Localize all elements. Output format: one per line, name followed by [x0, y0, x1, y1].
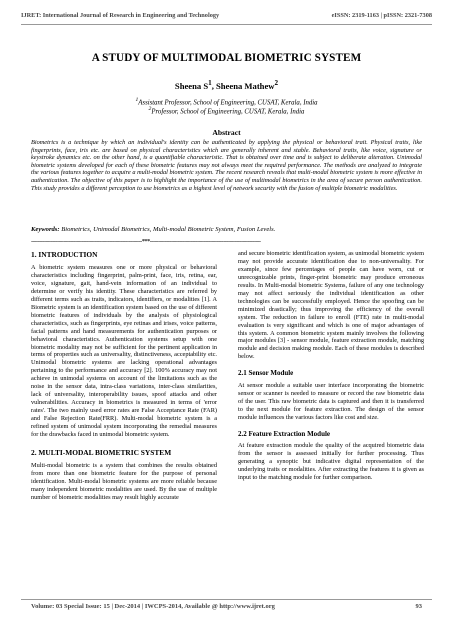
author-1-sup: 1 [208, 79, 212, 87]
footer-rule [21, 599, 432, 600]
paragraph: and secure biometric identification system, as unimodal biometric system may not provide accurate identification due to non-universality. For example, since few percentages of people can have worn, cut or unrecognizable prints, finger-print biometric may produce erroneous results. In Multi-modal biometric Systems, failure of any one technology may not affect seriously the individual identification as other technologies can be successfully employed. Hence the spoofing can be minimized drastically; thus improving the efficiency of the overall system. The reduction in failure to enroll (FTE) rate in multi-modal evaluation is very significant and which is one of major advantages of this system. A common biometric system mainly involves the following major modules [3] - sensor module, feature extraction module, matching module and decision making module. Each of these modules is described below. [238, 250, 424, 361]
running-footer [31, 603, 422, 610]
author-line [0, 79, 453, 91]
affiliation-1-text: Assistant Professor, School of Engineering, CUSAT, Kerala, India [138, 99, 318, 107]
author-separator: , [211, 80, 216, 91]
keywords [31, 226, 422, 233]
section-heading: 1. INTRODUCTION [31, 250, 98, 259]
footer-info: Volume: 03 Special Issue: 15 | Dec-2014 | IWCPS-2014, Available @ http://www.ijret.org [31, 603, 275, 610]
right-column [238, 250, 424, 484]
paper-title: A STUDY OF MULTIMODAL BIOMETRIC SYSTEM [91, 52, 362, 64]
abstract-text: Biometrics is a technique by which an individual's identity can be authenticated by applying the physical or behavioral trait. Physical traits, like fingerprints, face, iris etc. are based on physical characteristics which are generally inherent and stable. Behavioral traits, like voice, signature or keystroke dynamics etc. on the other hand, is a quantifiable characteristic. That is obtained over time and is subject to deliberate alteration. Unimodal biometric systems developed for each of these biometric features may not always meet the required performance. The methods are analyzed to integrate the various features together to acquire a multi-modal biometric system. The recent research reveals that multi-modal biometric system is more effective in authentication. The objective of this paper is to highlight the importance of the use of multimodal biometrics in the area of secure person authentication. This study provides a different perception to use biometrics as a highest level of network security with the fusion of multiple biometric modalities. [31, 139, 422, 192]
section-heading: 2. MULTI-MODAL BIOMETRIC SYSTEM [31, 447, 172, 457]
paragraph: A biometric system measures one or more physical or behavioral characteristics including fingerprint, palm-print, face, iris, retina, ear, voice, signature, gait, hand-vein information of an individual to determine or verify his identity. These characteristics are referred by different terms such as traits, indicators, identifiers, or modalities [1]. A Biometric system is an identification system based on the use of different biometric features of individuals by the analysis of physiological characteristics, such as fingerprints, eye retinas and irises, voice patterns, facial patterns and hand measurements for authentication purposes or behavioral characteristics. Authentication systems setup with one biometric modality may not be sufficient for the pertinent application in terms of properties such as universality, distinctiveness, acceptability etc. Unimodal biometric systems are lacking operational advantages pertaining to the performance and accuracy [2]. 100% accuracy may not achieve in unimodal systems on account of the limitations such as the noise in the sensor data, intra-class variations, inter-class similarities, lack of universality, interoperability issues, spoof attacks and other vulnerabilities. Accuracy in biometrics is measured in terms of 'error rates'. The two mainly used error rates are False Acceptance Rate (FAR) and False Rejection Rate(FRR). Multi-modal biometric system is a refined system of unimodal system incorporating the remedial measures for the drawbacks faced in unimodal biometric system. [31, 264, 217, 439]
left-column [31, 250, 217, 504]
section-heading: 2.1 Sensor Module [238, 369, 294, 378]
section-separator: --------------------------------------------------------------------***-------------------------------------------------------------------- [31, 238, 261, 245]
affiliation-1-sup: 1 [135, 97, 139, 103]
affiliation-2-sup: 2 [148, 106, 152, 112]
running-header [21, 12, 432, 24]
page-number: 93 [415, 603, 422, 610]
affiliation-1 [0, 97, 453, 106]
journal-name: IJRET: International Journal of Research in Engineering and Technology [21, 12, 220, 19]
affiliation-2-text: Professor, School of Engineering, CUSAT, Kerala, India [151, 108, 305, 116]
keywords-label: Keywords: [31, 226, 60, 233]
author-2: Sheena Mathew [216, 80, 275, 91]
section-heading: 2.2 Feature Extraction Module [238, 429, 331, 438]
author-1: Sheena S [174, 80, 209, 91]
paragraph: At sensor module a suitable user interface incorporating the biometric sensor or scanner is needed to measure or record the raw biometric data of the user. This raw biometric data is captured and then it is transferred to the next module for feature extraction. The design of the sensor module influences the various factors like cost and size. [238, 381, 424, 421]
keywords-text: Biometrics, Unimodal Biometrics, Multi-modal Biometric System, Fusion Levels. [59, 226, 276, 233]
paragraph: Multi-modal biometric is a system that combines the results obtained from more than one biometric feature for the purpose of personal identification. Multi-modal biometric systems are more reliable because many independent biometric modalities are used. By the use of multiple number of biometric modalities may result highly accurate [31, 461, 217, 501]
author-2-sup: 2 [274, 79, 279, 87]
affiliation-2 [0, 106, 453, 115]
abstract-heading: Abstract [212, 128, 241, 137]
paragraph: At feature extraction module the quality of the acquired biometric data from the sensor is assessed initially for further processing. Thus generating a synoptic but indicative digital representation of the underlying traits or modalities. After extracting the features it is given as input to the matching module for further comparison. [238, 442, 424, 481]
issn-info: eISSN: 2319-1163 | pISSN: 2321-7308 [331, 12, 432, 19]
header-rule [21, 24, 432, 25]
